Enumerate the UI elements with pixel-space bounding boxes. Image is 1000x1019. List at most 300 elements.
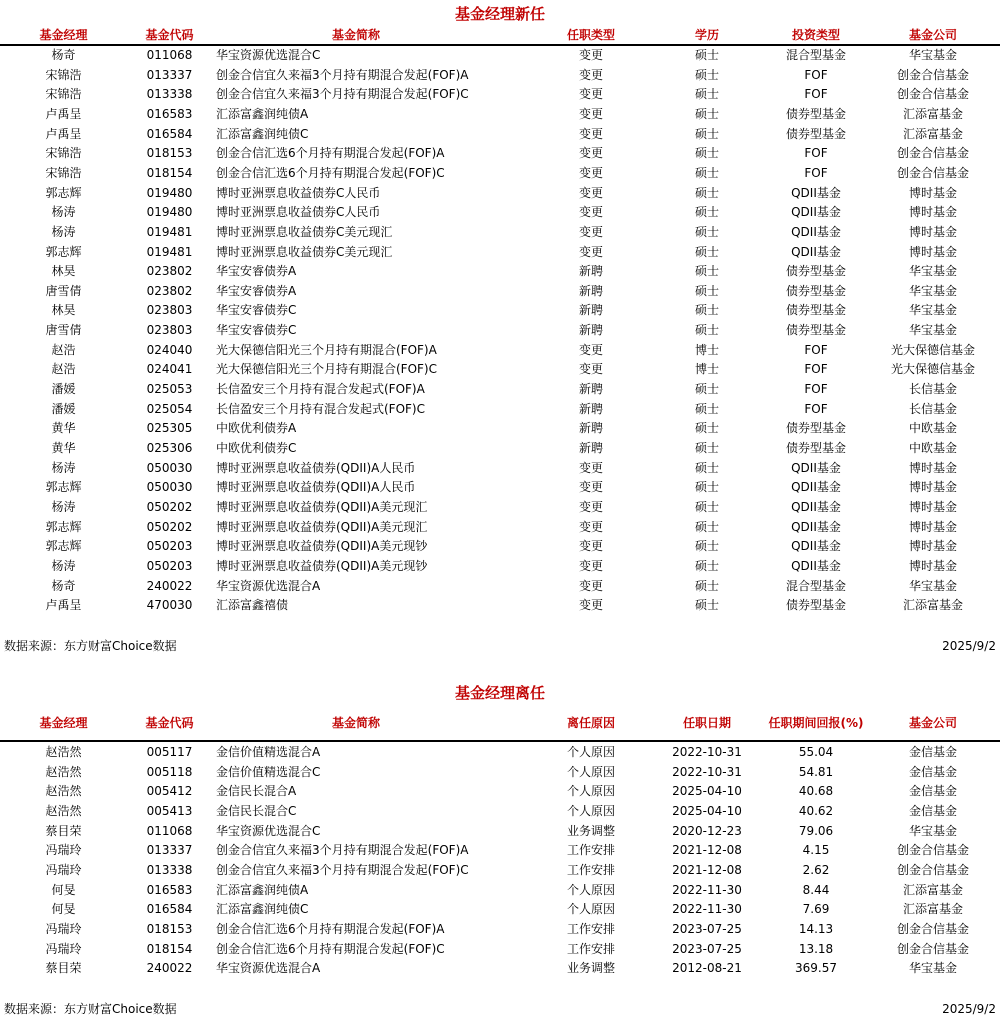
cell-col5: 硕士 xyxy=(694,441,719,455)
cell-col5: 硕士 xyxy=(694,303,719,318)
table-row xyxy=(0,920,1000,940)
cell-col6: 13.18 xyxy=(798,941,834,956)
header-col5: 任职日期 xyxy=(682,716,731,730)
cell-company: 华宝基金 xyxy=(908,961,957,976)
cell-col4: 新聘 xyxy=(578,323,603,338)
cell-col4: 变更 xyxy=(578,558,603,573)
table-row xyxy=(0,282,1000,302)
table-row xyxy=(0,46,1000,66)
cell-col6: 债券型基金 xyxy=(785,106,846,121)
cell-company: 汇添富基金 xyxy=(902,902,963,917)
cell-col5: 硕士 xyxy=(694,126,719,141)
cell-col5: 博士 xyxy=(694,342,719,357)
cell-col6: QDII基金 xyxy=(791,519,841,534)
cell-col5: 2022-11-30 xyxy=(672,882,742,897)
cell-fund-code: 019481 xyxy=(146,224,193,239)
cell-fund-code: 019480 xyxy=(146,205,193,220)
cell-manager: 唐雪倩 xyxy=(45,323,82,338)
cell-col5: 硕士 xyxy=(694,598,719,613)
cell-fund-code: 025053 xyxy=(146,382,193,397)
cell-col4: 变更 xyxy=(578,460,603,475)
cell-company: 博时基金 xyxy=(908,539,957,554)
cell-manager: 林昊 xyxy=(51,264,76,279)
cell-fund-name: 华宝安睿债券A xyxy=(216,283,297,298)
cell-fund-code: 023803 xyxy=(146,303,193,318)
cell-manager: 林昊 xyxy=(51,303,76,318)
cell-col4: 工作安排 xyxy=(566,921,615,936)
table-row xyxy=(0,841,1000,861)
cell-col4: 个人原因 xyxy=(566,745,615,759)
cell-fund-code: 013338 xyxy=(146,87,193,102)
cell-manager: 杨奇 xyxy=(51,578,76,593)
cell-col6: 14.13 xyxy=(798,921,834,936)
cell-col4: 变更 xyxy=(578,578,603,593)
cell-fund-code: 013338 xyxy=(146,862,193,877)
cell-col6: 40.62 xyxy=(798,803,834,818)
cell-company: 华宝基金 xyxy=(908,283,957,298)
cell-fund-name: 创金合信宜久来福3个月持有期混合发起(FOF)A xyxy=(216,843,469,858)
cell-col5: 硕士 xyxy=(694,87,719,102)
cell-company: 金信基金 xyxy=(908,745,957,759)
cell-col6: 55.04 xyxy=(798,745,834,759)
cell-col4: 新聘 xyxy=(578,303,603,318)
cell-col6: 债券型基金 xyxy=(785,421,846,436)
cell-fund-name: 华宝资源优选混合A xyxy=(216,961,321,976)
new-managers-title: 基金经理新任 xyxy=(454,5,545,23)
cell-company: 博时基金 xyxy=(908,205,957,220)
cell-col6: 债券型基金 xyxy=(785,126,846,141)
cell-manager: 何旻 xyxy=(51,882,76,897)
cell-manager: 冯瑞玲 xyxy=(45,921,82,936)
cell-col4: 变更 xyxy=(578,362,603,377)
table-row xyxy=(0,380,1000,400)
cell-col4: 变更 xyxy=(578,205,603,220)
cell-col5: 2022-10-31 xyxy=(672,745,742,759)
cell-col6: 2.62 xyxy=(802,862,830,877)
table-row xyxy=(0,861,1000,881)
cell-fund-code: 024041 xyxy=(146,362,193,377)
cell-fund-code: 024040 xyxy=(146,342,193,357)
cell-col4: 变更 xyxy=(578,224,603,239)
table-row xyxy=(0,105,1000,125)
header-col6: 任职期间回报(%) xyxy=(768,716,864,730)
cell-fund-name: 创金合信宜久来福3个月持有期混合发起(FOF)C xyxy=(216,862,469,877)
table-row xyxy=(0,164,1000,184)
cell-col6: 债券型基金 xyxy=(785,264,846,279)
cell-fund-code: 470030 xyxy=(146,598,193,613)
cell-col4: 变更 xyxy=(578,499,603,514)
cell-fund-code: 019480 xyxy=(146,185,193,200)
cell-col5: 硕士 xyxy=(694,264,719,279)
cell-col4: 新聘 xyxy=(578,382,603,397)
cell-company: 博时基金 xyxy=(908,460,957,475)
cell-manager: 赵浩然 xyxy=(45,764,82,779)
table-row xyxy=(0,85,1000,105)
cell-col6: 混合型基金 xyxy=(785,578,846,593)
cell-fund-code: 011068 xyxy=(146,48,193,62)
cell-fund-code: 013337 xyxy=(146,843,193,858)
cell-manager: 蔡目荣 xyxy=(45,961,82,976)
cell-col6: QDII基金 xyxy=(791,480,841,495)
header-col6: 投资类型 xyxy=(791,28,840,42)
cell-fund-code: 023803 xyxy=(146,323,193,338)
table-row xyxy=(0,596,1000,616)
cell-fund-name: 华宝安睿债券A xyxy=(216,264,297,279)
cell-col4: 变更 xyxy=(578,244,603,259)
cell-company: 长信基金 xyxy=(908,382,957,397)
header-company: 基金公司 xyxy=(908,716,957,730)
cell-col5: 硕士 xyxy=(694,67,719,82)
header-col4: 任职类型 xyxy=(566,28,615,42)
cell-fund-code: 240022 xyxy=(146,578,193,593)
cell-col6: 债券型基金 xyxy=(785,441,846,455)
cell-col5: 2020-12-23 xyxy=(672,823,742,838)
cell-col4: 工作安排 xyxy=(566,843,615,858)
cell-col4: 工作安排 xyxy=(566,862,615,877)
cell-fund-name: 博时亚洲票息收益债券C美元现汇 xyxy=(216,224,393,239)
cell-col6: FOF xyxy=(804,342,828,357)
cell-company: 博时基金 xyxy=(908,499,957,514)
cell-company: 华宝基金 xyxy=(908,578,957,593)
cell-col4: 变更 xyxy=(578,67,603,82)
cell-col4: 个人原因 xyxy=(566,784,615,799)
cell-fund-name: 创金合信汇选6个月持有期混合发起(FOF)C xyxy=(216,165,445,180)
cell-company: 中欧基金 xyxy=(908,441,957,455)
cell-fund-name: 博时亚洲票息收益债券C人民币 xyxy=(216,185,381,200)
table-row xyxy=(0,243,1000,263)
cell-col4: 变更 xyxy=(578,598,603,613)
cell-col4: 业务调整 xyxy=(566,823,615,838)
table-row xyxy=(0,66,1000,86)
cell-col5: 硕士 xyxy=(694,283,719,298)
cell-fund-name: 光大保德信阳光三个月持有期混合(FOF)A xyxy=(216,342,437,357)
table-row xyxy=(0,782,1000,802)
table-row xyxy=(0,203,1000,223)
table-row xyxy=(0,360,1000,380)
cell-fund-name: 金信民长混合C xyxy=(216,803,297,818)
cell-fund-code: 025054 xyxy=(146,401,193,416)
cell-fund-code: 011068 xyxy=(146,823,193,838)
cell-col5: 硕士 xyxy=(694,106,719,121)
table-row xyxy=(0,459,1000,479)
cell-manager: 宋锦浩 xyxy=(45,146,82,161)
cell-manager: 卢禹呈 xyxy=(45,126,82,141)
cell-col5: 硕士 xyxy=(694,578,719,593)
cell-fund-code: 050030 xyxy=(146,460,193,475)
table-row xyxy=(0,763,1000,783)
cell-col4: 变更 xyxy=(578,126,603,141)
cell-col4: 变更 xyxy=(578,146,603,161)
table-row xyxy=(0,959,1000,979)
cell-fund-code: 005118 xyxy=(146,764,193,779)
cell-company: 金信基金 xyxy=(908,784,957,799)
cell-col4: 新聘 xyxy=(578,401,603,416)
cell-fund-name: 创金合信宜久来福3个月持有期混合发起(FOF)A xyxy=(216,67,469,82)
cell-col5: 硕士 xyxy=(694,185,719,200)
cell-fund-code: 016584 xyxy=(146,126,193,141)
cell-company: 金信基金 xyxy=(908,803,957,818)
cell-company: 创金合信基金 xyxy=(896,67,969,82)
cell-fund-name: 博时亚洲票息收益债券(QDII)A美元现钞 xyxy=(216,558,428,573)
cell-company: 汇添富基金 xyxy=(902,882,963,897)
cell-company: 创金合信基金 xyxy=(896,87,969,102)
cell-col6: FOF xyxy=(804,362,828,377)
cell-col5: 硕士 xyxy=(694,499,719,514)
cell-col5: 2012-08-21 xyxy=(672,961,742,976)
cell-company: 华宝基金 xyxy=(908,264,957,279)
cell-col4: 新聘 xyxy=(578,283,603,298)
cell-col6: QDII基金 xyxy=(791,205,841,220)
cell-col5: 硕士 xyxy=(694,146,719,161)
cell-fund-name: 中欧优利债券C xyxy=(216,441,297,455)
cell-fund-name: 金信价值精选混合A xyxy=(216,745,321,759)
cell-col5: 2021-12-08 xyxy=(672,843,742,858)
cell-company: 创金合信基金 xyxy=(896,941,969,956)
cell-col6: 债券型基金 xyxy=(785,303,846,318)
cell-fund-name: 创金合信汇选6个月持有期混合发起(FOF)A xyxy=(216,921,445,936)
cell-col6: FOF xyxy=(804,146,828,161)
cell-fund-code: 050030 xyxy=(146,480,193,495)
cell-col6: FOF xyxy=(804,67,828,82)
cell-company: 创金合信基金 xyxy=(896,921,969,936)
cell-fund-name: 汇添富鑫润纯债A xyxy=(216,882,309,897)
cell-manager: 宋锦浩 xyxy=(45,165,82,180)
cell-col4: 新聘 xyxy=(578,264,603,279)
table-row xyxy=(0,743,1000,763)
cell-manager: 郭志辉 xyxy=(45,244,82,259)
cell-fund-code: 025305 xyxy=(146,421,193,436)
table-row xyxy=(0,577,1000,597)
cell-fund-name: 博时亚洲票息收益债券(QDII)A人民币 xyxy=(216,460,416,475)
cell-fund-code: 050203 xyxy=(146,539,193,554)
cell-fund-name: 金信价值精选混合C xyxy=(216,764,321,779)
cell-col6: 债券型基金 xyxy=(785,283,846,298)
cell-manager: 潘媛 xyxy=(51,401,76,416)
leave-date: 2025/9/2 xyxy=(942,1002,996,1016)
cell-fund-code: 016584 xyxy=(146,902,193,917)
cell-col6: 8.44 xyxy=(802,882,830,897)
table-row xyxy=(0,822,1000,842)
table-row xyxy=(0,537,1000,557)
cell-company: 中欧基金 xyxy=(908,421,957,436)
header-col5: 学历 xyxy=(694,28,719,42)
cell-col4: 变更 xyxy=(578,106,603,121)
cell-company: 博时基金 xyxy=(908,185,957,200)
cell-company: 汇添富基金 xyxy=(902,106,963,121)
cell-col6: 79.06 xyxy=(798,823,834,838)
cell-col5: 硕士 xyxy=(694,205,719,220)
cell-col4: 变更 xyxy=(578,342,603,357)
table-row xyxy=(0,940,1000,960)
cell-company: 华宝基金 xyxy=(908,323,957,338)
cell-col5: 2025-04-10 xyxy=(672,784,742,799)
cell-fund-name: 汇添富鑫润纯债A xyxy=(216,106,309,121)
cell-fund-name: 华宝资源优选混合A xyxy=(216,578,321,593)
cell-company: 汇添富基金 xyxy=(902,126,963,141)
cell-manager: 郭志辉 xyxy=(45,185,82,200)
cell-col4: 变更 xyxy=(578,185,603,200)
cell-col5: 2022-10-31 xyxy=(672,764,742,779)
header-company: 基金公司 xyxy=(908,28,957,42)
cell-fund-code: 050203 xyxy=(146,558,193,573)
cell-manager: 赵浩 xyxy=(51,342,76,357)
cell-company: 华宝基金 xyxy=(908,48,957,62)
cell-fund-code: 019481 xyxy=(146,244,193,259)
cell-manager: 唐雪倩 xyxy=(45,283,82,298)
cell-company: 长信基金 xyxy=(908,401,957,416)
cell-fund-code: 016583 xyxy=(146,882,193,897)
cell-col5: 博士 xyxy=(694,362,719,377)
cell-manager: 宋锦浩 xyxy=(45,87,82,102)
header-name: 基金简称 xyxy=(331,716,380,730)
header-manager: 基金经理 xyxy=(39,716,88,730)
cell-col6: QDII基金 xyxy=(791,185,841,200)
cell-col6: 4.15 xyxy=(802,843,830,858)
table-row xyxy=(0,439,1000,459)
cell-col5: 硕士 xyxy=(694,401,719,416)
table-row xyxy=(0,341,1000,361)
cell-col5: 硕士 xyxy=(694,224,719,239)
cell-col4: 个人原因 xyxy=(566,803,615,818)
cell-fund-name: 创金合信汇选6个月持有期混合发起(FOF)A xyxy=(216,146,445,161)
cell-col4: 工作安排 xyxy=(566,941,615,956)
cell-col5: 硕士 xyxy=(694,539,719,554)
table-row xyxy=(0,419,1000,439)
cell-col4: 个人原因 xyxy=(566,902,615,917)
cell-fund-code: 013337 xyxy=(146,67,193,82)
cell-col6: 7.69 xyxy=(802,902,830,917)
cell-manager: 宋锦浩 xyxy=(45,67,82,82)
leave-table-header xyxy=(0,706,1000,742)
cell-col5: 硕士 xyxy=(694,165,719,180)
cell-fund-name: 创金合信宜久来福3个月持有期混合发起(FOF)C xyxy=(216,87,469,102)
cell-fund-code: 050202 xyxy=(146,499,193,514)
cell-manager: 赵浩然 xyxy=(45,784,82,799)
cell-fund-code: 005413 xyxy=(146,803,193,818)
cell-col5: 硕士 xyxy=(694,519,719,534)
cell-company: 创金合信基金 xyxy=(896,862,969,877)
cell-manager: 冯瑞玲 xyxy=(45,843,82,858)
cell-company: 博时基金 xyxy=(908,244,957,259)
cell-col5: 2023-07-25 xyxy=(672,921,742,936)
cell-col5: 2021-12-08 xyxy=(672,862,742,877)
cell-company: 创金合信基金 xyxy=(896,843,969,858)
cell-fund-name: 长信盈安三个月持有混合发起式(FOF)A xyxy=(216,382,425,397)
cell-manager: 黄华 xyxy=(51,421,76,436)
cell-fund-name: 华宝资源优选混合C xyxy=(216,823,321,838)
cell-fund-name: 博时亚洲票息收益债券(QDII)A人民币 xyxy=(216,480,416,495)
cell-fund-code: 018153 xyxy=(146,146,193,161)
cell-company: 光大保德信基金 xyxy=(890,342,975,357)
table-row xyxy=(0,184,1000,204)
new-table-header xyxy=(0,26,1000,46)
cell-company: 博时基金 xyxy=(908,558,957,573)
cell-company: 汇添富基金 xyxy=(902,598,963,613)
cell-fund-code: 050202 xyxy=(146,519,193,534)
cell-col5: 硕士 xyxy=(694,460,719,475)
cell-col4: 变更 xyxy=(578,87,603,102)
cell-fund-code: 005412 xyxy=(146,784,193,799)
cell-col6: 40.68 xyxy=(798,784,834,799)
cell-fund-code: 023802 xyxy=(146,283,193,298)
cell-col6: FOF xyxy=(804,382,828,397)
cell-col6: FOF xyxy=(804,165,828,180)
cell-col5: 2025-04-10 xyxy=(672,803,742,818)
cell-fund-name: 华宝资源优选混合C xyxy=(216,48,321,62)
cell-fund-name: 汇添富鑫禧债 xyxy=(216,598,289,613)
cell-manager: 何旻 xyxy=(51,902,76,917)
cell-company: 光大保德信基金 xyxy=(890,362,975,377)
table-row xyxy=(0,802,1000,822)
cell-fund-name: 创金合信汇选6个月持有期混合发起(FOF)C xyxy=(216,941,445,956)
cell-col5: 硕士 xyxy=(694,382,719,397)
table-row xyxy=(0,262,1000,282)
table-row xyxy=(0,478,1000,498)
cell-manager: 杨涛 xyxy=(51,558,76,573)
cell-fund-code: 023802 xyxy=(146,264,193,279)
cell-manager: 郭志辉 xyxy=(45,480,82,495)
cell-col4: 业务调整 xyxy=(566,961,615,976)
cell-col4: 变更 xyxy=(578,480,603,495)
cell-fund-name: 博时亚洲票息收益债券C人民币 xyxy=(216,205,381,220)
cell-col4: 新聘 xyxy=(578,441,603,455)
cell-col6: 债券型基金 xyxy=(785,323,846,338)
table-row xyxy=(0,557,1000,577)
cell-col5: 2023-07-25 xyxy=(672,941,742,956)
table-row xyxy=(0,900,1000,920)
cell-fund-name: 华宝安睿债券C xyxy=(216,323,297,338)
cell-manager: 卢禹呈 xyxy=(45,598,82,613)
cell-col6: FOF xyxy=(804,87,828,102)
cell-fund-name: 博时亚洲票息收益债券(QDII)A美元现钞 xyxy=(216,539,428,554)
cell-manager: 杨涛 xyxy=(51,205,76,220)
cell-company: 创金合信基金 xyxy=(896,165,969,180)
cell-col4: 新聘 xyxy=(578,421,603,436)
cell-fund-code: 018154 xyxy=(146,941,193,956)
header-code: 基金代码 xyxy=(145,28,194,42)
cell-fund-name: 金信民长混合A xyxy=(216,784,297,799)
table-row xyxy=(0,321,1000,341)
table-row xyxy=(0,881,1000,901)
cell-company: 博时基金 xyxy=(908,480,957,495)
cell-fund-name: 光大保德信阳光三个月持有期混合(FOF)C xyxy=(216,362,437,377)
table-row xyxy=(0,125,1000,145)
leave-managers-title: 基金经理离任 xyxy=(454,684,545,702)
cell-col6: QDII基金 xyxy=(791,499,841,514)
header-code: 基金代码 xyxy=(145,716,194,730)
cell-col5: 硕士 xyxy=(694,480,719,495)
cell-manager: 杨涛 xyxy=(51,499,76,514)
cell-manager: 郭志辉 xyxy=(45,539,82,554)
cell-col5: 硕士 xyxy=(694,558,719,573)
cell-col6: 54.81 xyxy=(798,764,834,779)
cell-fund-code: 025306 xyxy=(146,441,193,455)
cell-fund-name: 长信盈安三个月持有混合发起式(FOF)C xyxy=(216,401,425,416)
cell-col6: 369.57 xyxy=(795,961,837,976)
cell-col6: QDII基金 xyxy=(791,224,841,239)
cell-col5: 硕士 xyxy=(694,48,719,62)
cell-col4: 个人原因 xyxy=(566,882,615,897)
cell-fund-code: 018154 xyxy=(146,165,193,180)
header-name: 基金简称 xyxy=(331,28,380,42)
cell-manager: 郭志辉 xyxy=(45,519,82,534)
cell-manager: 卢禹呈 xyxy=(45,106,82,121)
cell-manager: 赵浩 xyxy=(51,362,76,377)
cell-manager: 杨涛 xyxy=(51,460,76,475)
cell-col5: 硕士 xyxy=(694,421,719,436)
cell-manager: 杨涛 xyxy=(51,224,76,239)
cell-company: 创金合信基金 xyxy=(896,146,969,161)
